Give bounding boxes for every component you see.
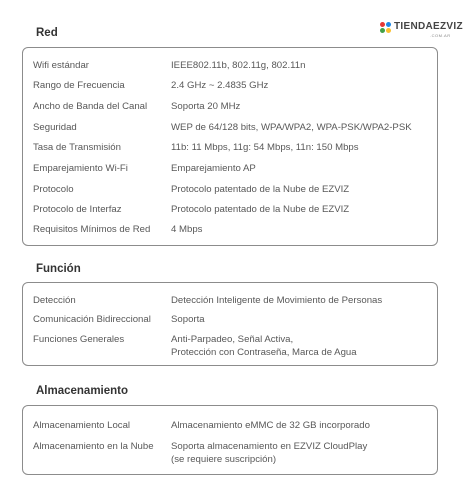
spec-value: Soporta — [171, 314, 205, 325]
spec-value: Emparejamiento AP — [171, 163, 256, 174]
spec-label: Emparejamiento Wi-Fi — [33, 163, 128, 174]
spec-label: Protocolo — [33, 184, 74, 195]
spec-value: Anti-Parpadeo, Señal Activa, — [171, 334, 294, 345]
spec-label: Wifi estándar — [33, 60, 89, 71]
spec-value: IEEE802.11b, 802.11g, 802.11n — [171, 60, 306, 71]
spec-value: WEP de 64/128 bits, WPA/WPA2, WPA-PSK/WPA2-PSK — [171, 122, 412, 133]
spec-value: (se requiere suscripción) — [171, 454, 277, 465]
spec-value: Almacenamiento eMMC de 32 GB incorporado — [171, 420, 370, 431]
spec-label: Tasa de Transmisión — [33, 142, 121, 153]
brand-logo — [380, 20, 463, 42]
spec-label: Detección — [33, 295, 76, 306]
spec-value: 11b: 11 Mbps, 11g: 54 Mbps, 11n: 150 Mbps — [171, 142, 359, 153]
logo-subtext: .COM.AR — [430, 33, 451, 38]
spec-value: Detección Inteligente de Movimiento de Personas — [171, 295, 383, 306]
spec-label: Seguridad — [33, 122, 77, 133]
spec-value: Protocolo patentado de la Nube de EZVIZ — [171, 204, 350, 215]
spec-value: Soporta almacenamiento en EZVIZ CloudPlay — [171, 441, 368, 452]
spec-box-red — [22, 47, 438, 246]
spec-label: Protocolo de Interfaz — [33, 204, 122, 215]
logo-dots-icon — [380, 22, 392, 34]
spec-label: Ancho de Banda del Canal — [33, 101, 148, 112]
spec-label: Almacenamiento en la Nube — [33, 441, 154, 452]
spec-label: Requisitos Mínimos de Red — [33, 224, 151, 235]
spec-value: 4 Mbps — [171, 224, 203, 235]
section-title-funcion: Función — [36, 263, 81, 275]
logo-text: TIENDAEZVIZ — [394, 21, 463, 32]
spec-label: Almacenamiento Local — [33, 420, 131, 431]
spec-label: Comunicación Bidireccional — [33, 314, 151, 325]
section-title-red: Red — [36, 27, 58, 39]
spec-label: Funciones Generales — [33, 334, 125, 345]
spec-label: Rango de Frecuencia — [33, 80, 125, 91]
spec-box-almacenamiento — [22, 405, 438, 475]
spec-value: 2.4 GHz ~ 2.4835 GHz — [171, 80, 269, 91]
spec-value: Protocolo patentado de la Nube de EZVIZ — [171, 184, 350, 195]
spec-value: Soporta 20 MHz — [171, 101, 241, 112]
spec-box-funcion — [22, 282, 438, 366]
spec-value: Protección con Contraseña, Marca de Agua — [171, 347, 357, 358]
section-title-almacenamiento: Almacenamiento — [36, 385, 129, 397]
